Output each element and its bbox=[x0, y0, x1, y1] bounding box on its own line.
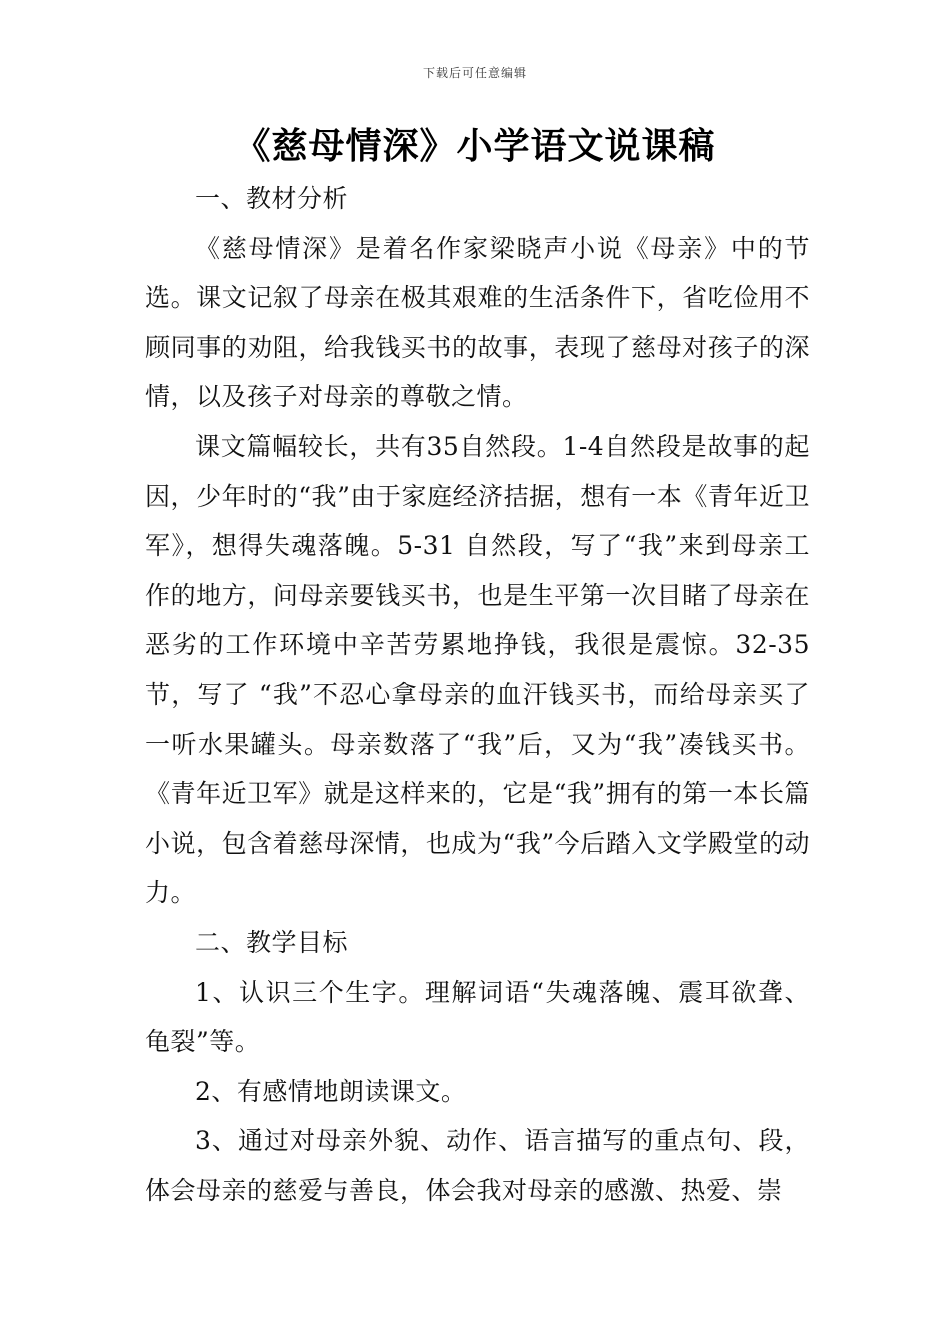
goal-item-1: 1、认识三个生字。理解词语“失魂落魄、震耳欲聋、龟裂”等。 bbox=[145, 977, 810, 1057]
goal-item-3: 3、通过对母亲外貌、动作、语言描写的重点句、段，体会母亲的慈爱与善良，体会我对母亲的感激、热爱、崇 bbox=[145, 1126, 810, 1205]
paragraph-text-structure: 课文篇幅较长，共有35自然段。1-4自然段是故事的起因，少年时的“我”由于家庭经济拮据，想有一本《青年近卫军》，想得失魂落魄。5-31 自然段，写了“我”来到母亲工作的地方，问母亲要钱买书，也是生平第一次目睹了母亲在恶劣的工作环境中辛苦劳累地挣钱，我很是震惊。32-35节，写了 “我”不忍心拿母亲的血汗钱买书，而给母亲买了一听水果罐头。母亲数落了“我”后，又为“我”凑钱买书。《青年近卫军》就是这样来的，它是“我”拥有的第一本长篇小说，包含着慈母深情，也成为“我”今后踏入文学殿堂的动力。 bbox=[145, 431, 810, 908]
document-body bbox=[145, 174, 810, 1215]
header-note: 下载后可任意编辑 bbox=[422, 66, 527, 80]
paragraph-text-intro: 《慈母情深》是着名作家梁晓声小说《母亲》中的节选。课文记叙了母亲在极其艰难的生活条件下，省吃俭用不顾同事的劝阻，给我钱买书的故事，表现了慈母对孩子的深情，以及孩子对母亲的尊敬之情。 bbox=[145, 233, 810, 412]
section-heading-textbook-analysis: 一、教材分析 bbox=[195, 184, 349, 213]
document-title: 《慈母情深》小学语文说课稿 bbox=[234, 126, 716, 167]
section-heading-teaching-goals: 二、教学目标 bbox=[195, 927, 349, 957]
goal-item-2: 2、有感情地朗读课文。 bbox=[195, 1076, 467, 1106]
